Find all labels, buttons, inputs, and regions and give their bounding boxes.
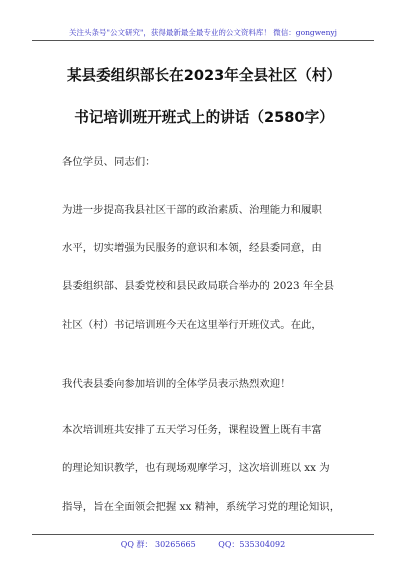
body-line: 县委组织部、县委党校和县民政局联合举办的 2023 年全县 — [62, 280, 335, 292]
body-line: 我代表县委向参加培训的全体学员表示热烈欢迎！ — [62, 378, 291, 390]
document-title-line-1: 某县委组织部长在2023年全县社区（村） — [66, 67, 342, 84]
header-divider — [32, 40, 374, 41]
body-line: 为进一步提高我县社区干部的政治素质、治理能力和履职 — [62, 204, 322, 216]
salutation: 各位学员、同志们： — [62, 156, 156, 168]
body-line: 社区（村）书记培训班今天在这里举行开班仪式。在此， — [62, 319, 322, 331]
body-line: 指导，旨在全面领会把握 xx 精神，系统学习党的理论知识， — [62, 501, 341, 513]
footer-qq: QQ：535304092 — [218, 540, 286, 549]
document-title-line-2: 书记培训班开班式上的讲话（2580字） — [74, 109, 334, 126]
page-header-notice: 关注头条号"公文研究"，获得最新最全最专业的公文资料库！ 微信：gongwenyj — [69, 28, 337, 37]
body-line: 水平，切实增强为民服务的意识和本领，经县委同意，由 — [62, 242, 322, 254]
page-footer — [32, 539, 374, 550]
body-line: 本次培训班共安排了五天学习任务，课程设置上既有丰富 — [62, 424, 322, 436]
footer-qq-group: QQ 群： 30265665 — [120, 540, 196, 549]
footer-divider — [32, 534, 374, 535]
body-line: 的理论知识教学，也有现场观摩学习，这次培训班以 xx 为 — [62, 462, 330, 474]
